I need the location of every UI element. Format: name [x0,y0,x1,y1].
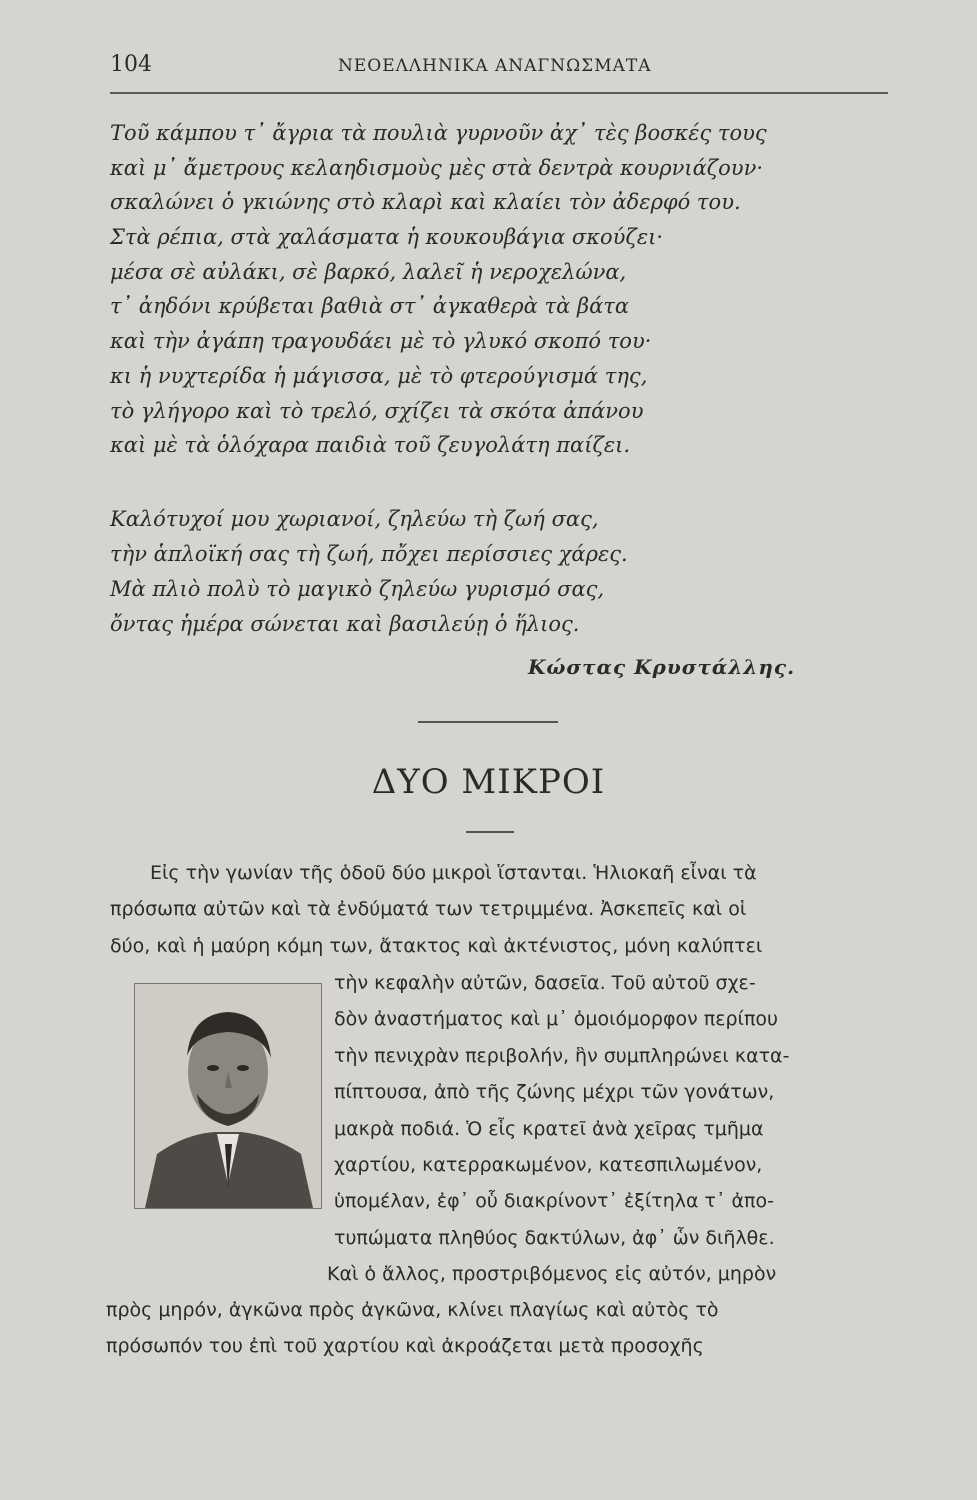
article-wrapped-text [327,965,790,1293]
poem-line: τὴν ἁπλοϊκή σας τὴ ζωή, πὄχει περίσσιες χάρες. [110,542,628,566]
portrait-image [134,983,322,1209]
poem-line: μέσα σὲ αὐλάκι, σὲ βαρκό, λαλεῖ ἡ νεροχελώνα, [110,259,627,284]
title-rule [466,831,514,833]
article-line: τυπώματα πληθύος δακτύλων, ἀφ᾽ ὧν διῆλθε. [334,1226,775,1249]
running-title: ΝΕΟΕΛΛΗΝΙΚΑ ΑΝΑΓΝΩΣΜΑΤΑ [338,56,652,76]
poem-line: Τοῦ κάμπου τ᾽ ἄγρια τὰ πουλιὰ γυρνοῦν ἀχ᾽ τὲς βοσκές τους [110,121,767,145]
poem-line: κι ἡ νυχτερίδα ἡ μάγισσα, μὲ τὸ φτερούγισμά της, [110,363,648,388]
article-line: πίπτουσα, ἀπὸ τῆς ζώνης μέχρι τῶν γονάτων, [334,1081,775,1104]
page-header [110,50,885,84]
article-line: δύο, καὶ ἡ μαύρη κόμη των, ἄτακτος καὶ ἀκτένιστος, μόνη καλύπτει [110,934,763,957]
article-line: ὑπομέλαν, ἐφ᾽ οὗ διακρίνοντ᾽ ἐξίτηλα τ᾽ ἀπο- [334,1190,774,1213]
article-line: πρόσωπα αὐτῶν καὶ τὰ ἐνδύματά των τετριμμένα. Ἀσκεπεῖς καὶ οἱ [110,898,747,921]
article-line: Καὶ ὁ ἄλλος, προστριβόμενος εἰς αὐτόν, μηρὸν [327,1263,777,1286]
article-line: πρὸς μηρόν, ἀγκῶνα πρὸς ἀγκῶνα, κλίνει πλαγίως καὶ αὐτὸς τὸ [106,1299,719,1321]
article-line: τὴν πενιχρὰν περιβολήν, ἣν συμπληρώνει κατα- [334,1044,790,1067]
section-divider [418,721,558,723]
poem-line: Μὰ πλιὸ πολὺ τὸ μαγικὸ ζηλεύω γυρισμό σας, [110,577,605,601]
poem-line: Στὰ ρέπια, στὰ χαλάσματα ἡ κουκουβάγια σκούζει· [110,225,664,250]
poem-stanza-2 [110,502,870,642]
article-closing [106,1292,719,1365]
poem-stanza-1 [110,116,870,463]
article-title: ΔΥΟ ΜΙΚΡΟΙ [371,762,606,802]
header-rule [110,92,888,94]
article-line: δὸν ἀναστήματος καὶ μ᾽ ὁμοιόμορφον περίπου [334,1008,779,1031]
poem-line: καὶ μὲ τὰ ὁλόχαρα παιδιὰ τοῦ ζευγολάτη παίζει. [110,433,631,458]
poem-line: τὸ γλήγορο καὶ τὸ τρελό, σχίζει τὰ σκότα ἀπάνου [110,398,644,423]
portrait-engraving [135,984,321,1208]
article-line: χαρτίου, κατερρακωμένον, κατεσπιλωμένον, [334,1153,763,1176]
poem-line: ὄντας ἡμέρα σώνεται καὶ βασιλεύῃ ὁ ἥλιος. [110,612,580,636]
poem-line: καὶ μ᾽ ἄμετρους κελαηδισμοὺς μὲς στὰ δεντρὰ κουρνιάζουν· [110,155,764,180]
article-intro [110,855,762,964]
article-line: τὴν κεφαλὴν αὐτῶν, δασεῖα. Τοῦ αὐτοῦ σχε- [334,972,756,994]
poem-line: τ᾽ ἀηδόνι κρύβεται βαθιὰ στ᾽ ἀγκαθερὰ τὰ βάτα [110,294,630,319]
article-line: πρόσωπόν του ἐπὶ τοῦ χαρτίου καὶ ἀκροάζεται μετὰ προσοχῆς [106,1335,704,1358]
poem-signature: Κώστας Κρυστάλλης. [528,655,796,679]
poem-line: καὶ τὴν ἀγάπη τραγουδάει μὲ τὸ γλυκό σκοπό του· [110,329,652,354]
article-line: μακρὰ ποδιά. Ὁ εἷς κρατεῖ ἀνὰ χεῖρας τμῆμα [334,1117,764,1140]
poem-line: Καλότυχοί μου χωριανοί, ζηλεύω τὴ ζωή σας, [110,507,599,531]
poem-line: σκαλώνει ὁ γκιώνης στὸ κλαρὶ καὶ κλαίει τὸν ἀδερφό του. [110,190,741,215]
article-line: Εἰς τὴν γωνίαν τῆς ὁδοῦ δύο μικροὶ ἵστανται. Ἡλιοκαῆ εἶναι τὰ [150,862,757,884]
page-number: 104 [110,52,152,77]
